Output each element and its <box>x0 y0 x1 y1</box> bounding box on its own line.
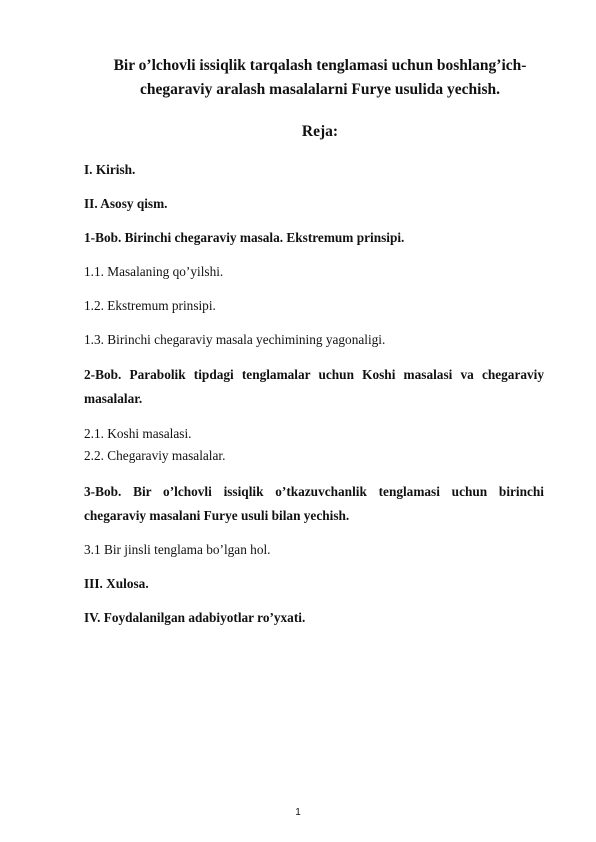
toc-chapter-2 <box>84 363 544 411</box>
toc-chapter-3-line-2: chegaraviy masalani Furye usuli bilan yechish. <box>84 508 350 523</box>
toc-section-1-2: 1.2. Ekstremum prinsipi. <box>84 298 216 313</box>
toc-chapter-2-line-1: 2-Bob. Parabolik tipdagi tenglamalar uchun Koshi masalasi va chegaraviy <box>84 367 544 382</box>
toc-section-2-2: 2.2. Chegaraviy masalalar. <box>84 448 226 463</box>
toc-chapter-3-line-1: 3-Bob. Bir o’lchovli issiqlik o’tkazuvchanlik tenglamasi uchun birinchi <box>84 484 544 499</box>
toc-chapter-1: 1-Bob. Birinchi chegaraviy masala. Ekstremum prinsipi. <box>84 230 405 245</box>
toc-item-introduction: I. Kirish. <box>84 162 136 177</box>
toc-chapter-3 <box>84 480 544 528</box>
title-line-1: Bir o’lchovli issiqlik tarqalash tenglamasi uchun boshlang’ich- <box>113 57 527 74</box>
document-title <box>80 54 560 102</box>
toc-section-1-1: 1.1. Masalaning qo’yilshi. <box>84 264 224 279</box>
toc-item-conclusion: III. Xulosa. <box>84 576 149 591</box>
toc-section-2-1: 2.1. Koshi masalasi. <box>84 426 192 441</box>
title-line-2: chegaraviy aralash masalalarni Furye usulida yechish. <box>140 81 500 98</box>
toc-section-1-3: 1.3. Birinchi chegaraviy masala yechimining yagonaligi. <box>84 332 386 347</box>
toc-item-references: IV. Foydalanilgan adabiyotlar ro’yxati. <box>84 610 306 625</box>
plan-heading: Reja: <box>301 123 339 140</box>
toc-section-3-1: 3.1 Bir jinsli tenglama bo’lgan hol. <box>84 542 271 557</box>
toc-item-main-part: II. Asosy qism. <box>84 196 168 211</box>
page-number: 1 <box>295 807 301 818</box>
toc-chapter-2-line-2: masalalar. <box>84 391 143 406</box>
